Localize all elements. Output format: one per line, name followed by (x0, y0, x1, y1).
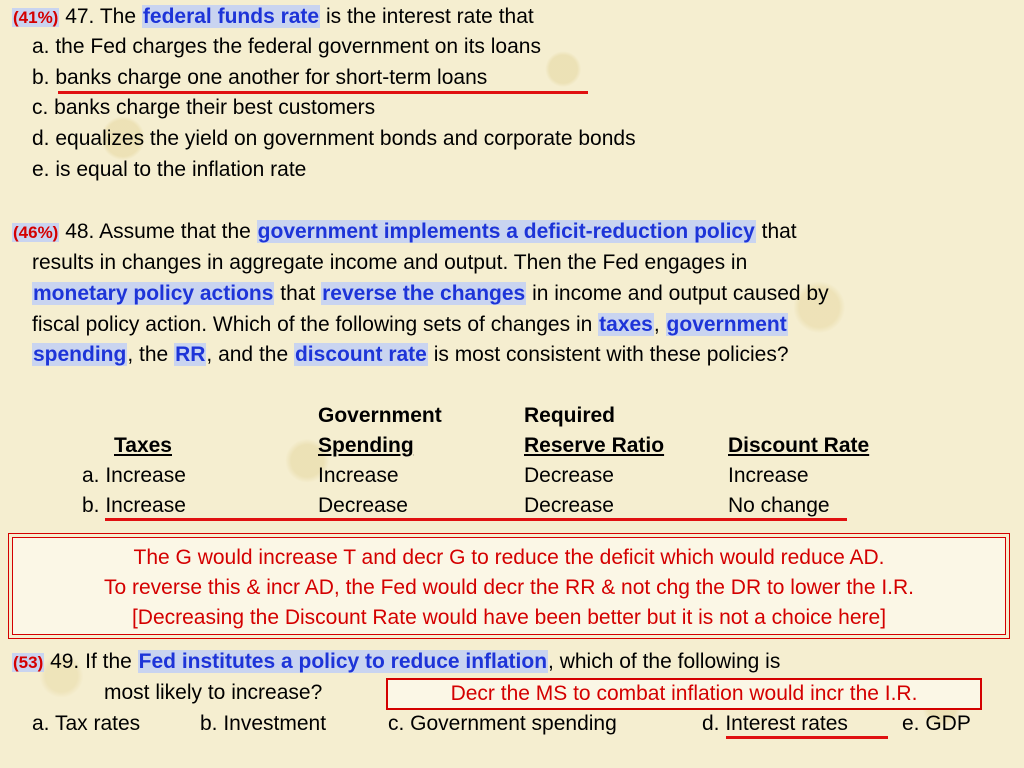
table-header-reserve-ratio: Reserve Ratio (524, 434, 665, 457)
q48-l5-b: , and the (206, 343, 289, 366)
q47-option-b: b. banks charge one another for short-term loans (32, 66, 488, 89)
q47-percent: (41%) (13, 8, 59, 27)
q48-l3-highlight-2: reverse the changes (322, 282, 526, 305)
q48-l4-prefix: fiscal policy action. Which of the following sets of changes in (32, 313, 593, 336)
q48-l5-highlight-3: discount rate (294, 343, 427, 366)
q47-option-d: d. equalizes the yield on government bonds and corporate bonds (32, 127, 636, 150)
table-header-government: Government (318, 404, 442, 427)
q49-highlight: Fed institutes a policy to reduce inflation (138, 650, 548, 673)
q48-line-4 (32, 310, 788, 340)
q49-option-b: b. Investment (200, 712, 327, 735)
table-row-b-spending: Decrease (318, 494, 408, 517)
q48-answer-underline (105, 518, 847, 521)
table-header-spending: Spending (318, 434, 414, 457)
q48-l5-highlight-1: spending (33, 343, 127, 366)
table-row-b-taxes: b. Increase (82, 494, 186, 517)
q48-line-5 (32, 340, 789, 370)
q48-l3-suffix: in income and output caused by (532, 282, 829, 305)
q47-suffix: is the interest rate that (325, 5, 534, 28)
q47-line (12, 2, 534, 33)
q49-answer-underline (726, 736, 888, 739)
table-header-discount-rate: Discount Rate (728, 434, 870, 457)
table-row-a-taxes: a. Increase (82, 464, 186, 487)
q49-option-d: d. Interest rates (702, 712, 848, 735)
q48-l1-highlight: government implements a deficit-reduction policy (257, 220, 755, 243)
table-row-b-discount: No change (728, 494, 830, 517)
table-header-taxes: Taxes (114, 434, 172, 457)
q48-l4-sep: , (653, 313, 660, 336)
table-row-a-spending: Increase (318, 464, 399, 487)
q48-explanation-box (12, 537, 1006, 635)
table-row-a-reserve: Decrease (524, 464, 614, 487)
q49-line-1 (12, 647, 780, 678)
q49-percent: (53) (13, 653, 44, 672)
q49-explanation-box: Decr the MS to combat inflation would incr the I.R. (386, 678, 982, 710)
q49-line-2: most likely to increase? (104, 681, 323, 704)
q49-option-c: c. Government spending (388, 712, 617, 735)
q48-l5-highlight-2: RR (175, 343, 206, 366)
q48-l3-highlight-1: monetary policy actions (33, 282, 274, 305)
q47-option-a: a. the Fed charges the federal government on its loans (32, 35, 541, 58)
q48-line-3 (32, 279, 829, 309)
q48-l4-highlight-2: government (666, 313, 787, 336)
q47-prefix: 47. The (65, 5, 137, 28)
q48-explanation-line-3: [Decreasing the Discount Rate would have been better but it is not a choice here] (131, 606, 887, 629)
q48-l5-a: , the (127, 343, 169, 366)
q48-l5-suffix: is most consistent with these policies? (433, 343, 789, 366)
q49-suffix: , which of the following is (548, 650, 781, 673)
table-row-b-reserve: Decrease (524, 494, 614, 517)
q48-l4-highlight-1: taxes (599, 313, 653, 336)
q49-prefix: 49. If the (50, 650, 132, 673)
table-row-a-discount: Increase (728, 464, 809, 487)
q49-option-e: e. GDP (902, 712, 971, 735)
table-header-required: Required (524, 404, 616, 427)
q48-l1-prefix: 48. Assume that the (65, 220, 251, 243)
q47-option-c: c. banks charge their best customers (32, 96, 376, 119)
q48-l3-middle: that (280, 282, 316, 305)
q48-explanation-line-1: The G would increase T and decr G to reduce the deficit which would reduce AD. (133, 546, 885, 569)
q49-option-a: a. Tax rates (32, 712, 141, 735)
q48-l1-suffix: that (761, 220, 797, 243)
q48-explanation-line-2: To reverse this & incr AD, the Fed would decr the RR & not chg the DR to lower the I.R. (103, 576, 915, 599)
q47-option-e: e. is equal to the inflation rate (32, 158, 307, 181)
q48-line-2: results in changes in aggregate income and output. Then the Fed engages in (32, 251, 748, 274)
q48-percent: (46%) (13, 223, 59, 242)
q48-line-1 (12, 217, 797, 248)
q47-highlight: federal funds rate (142, 5, 320, 28)
